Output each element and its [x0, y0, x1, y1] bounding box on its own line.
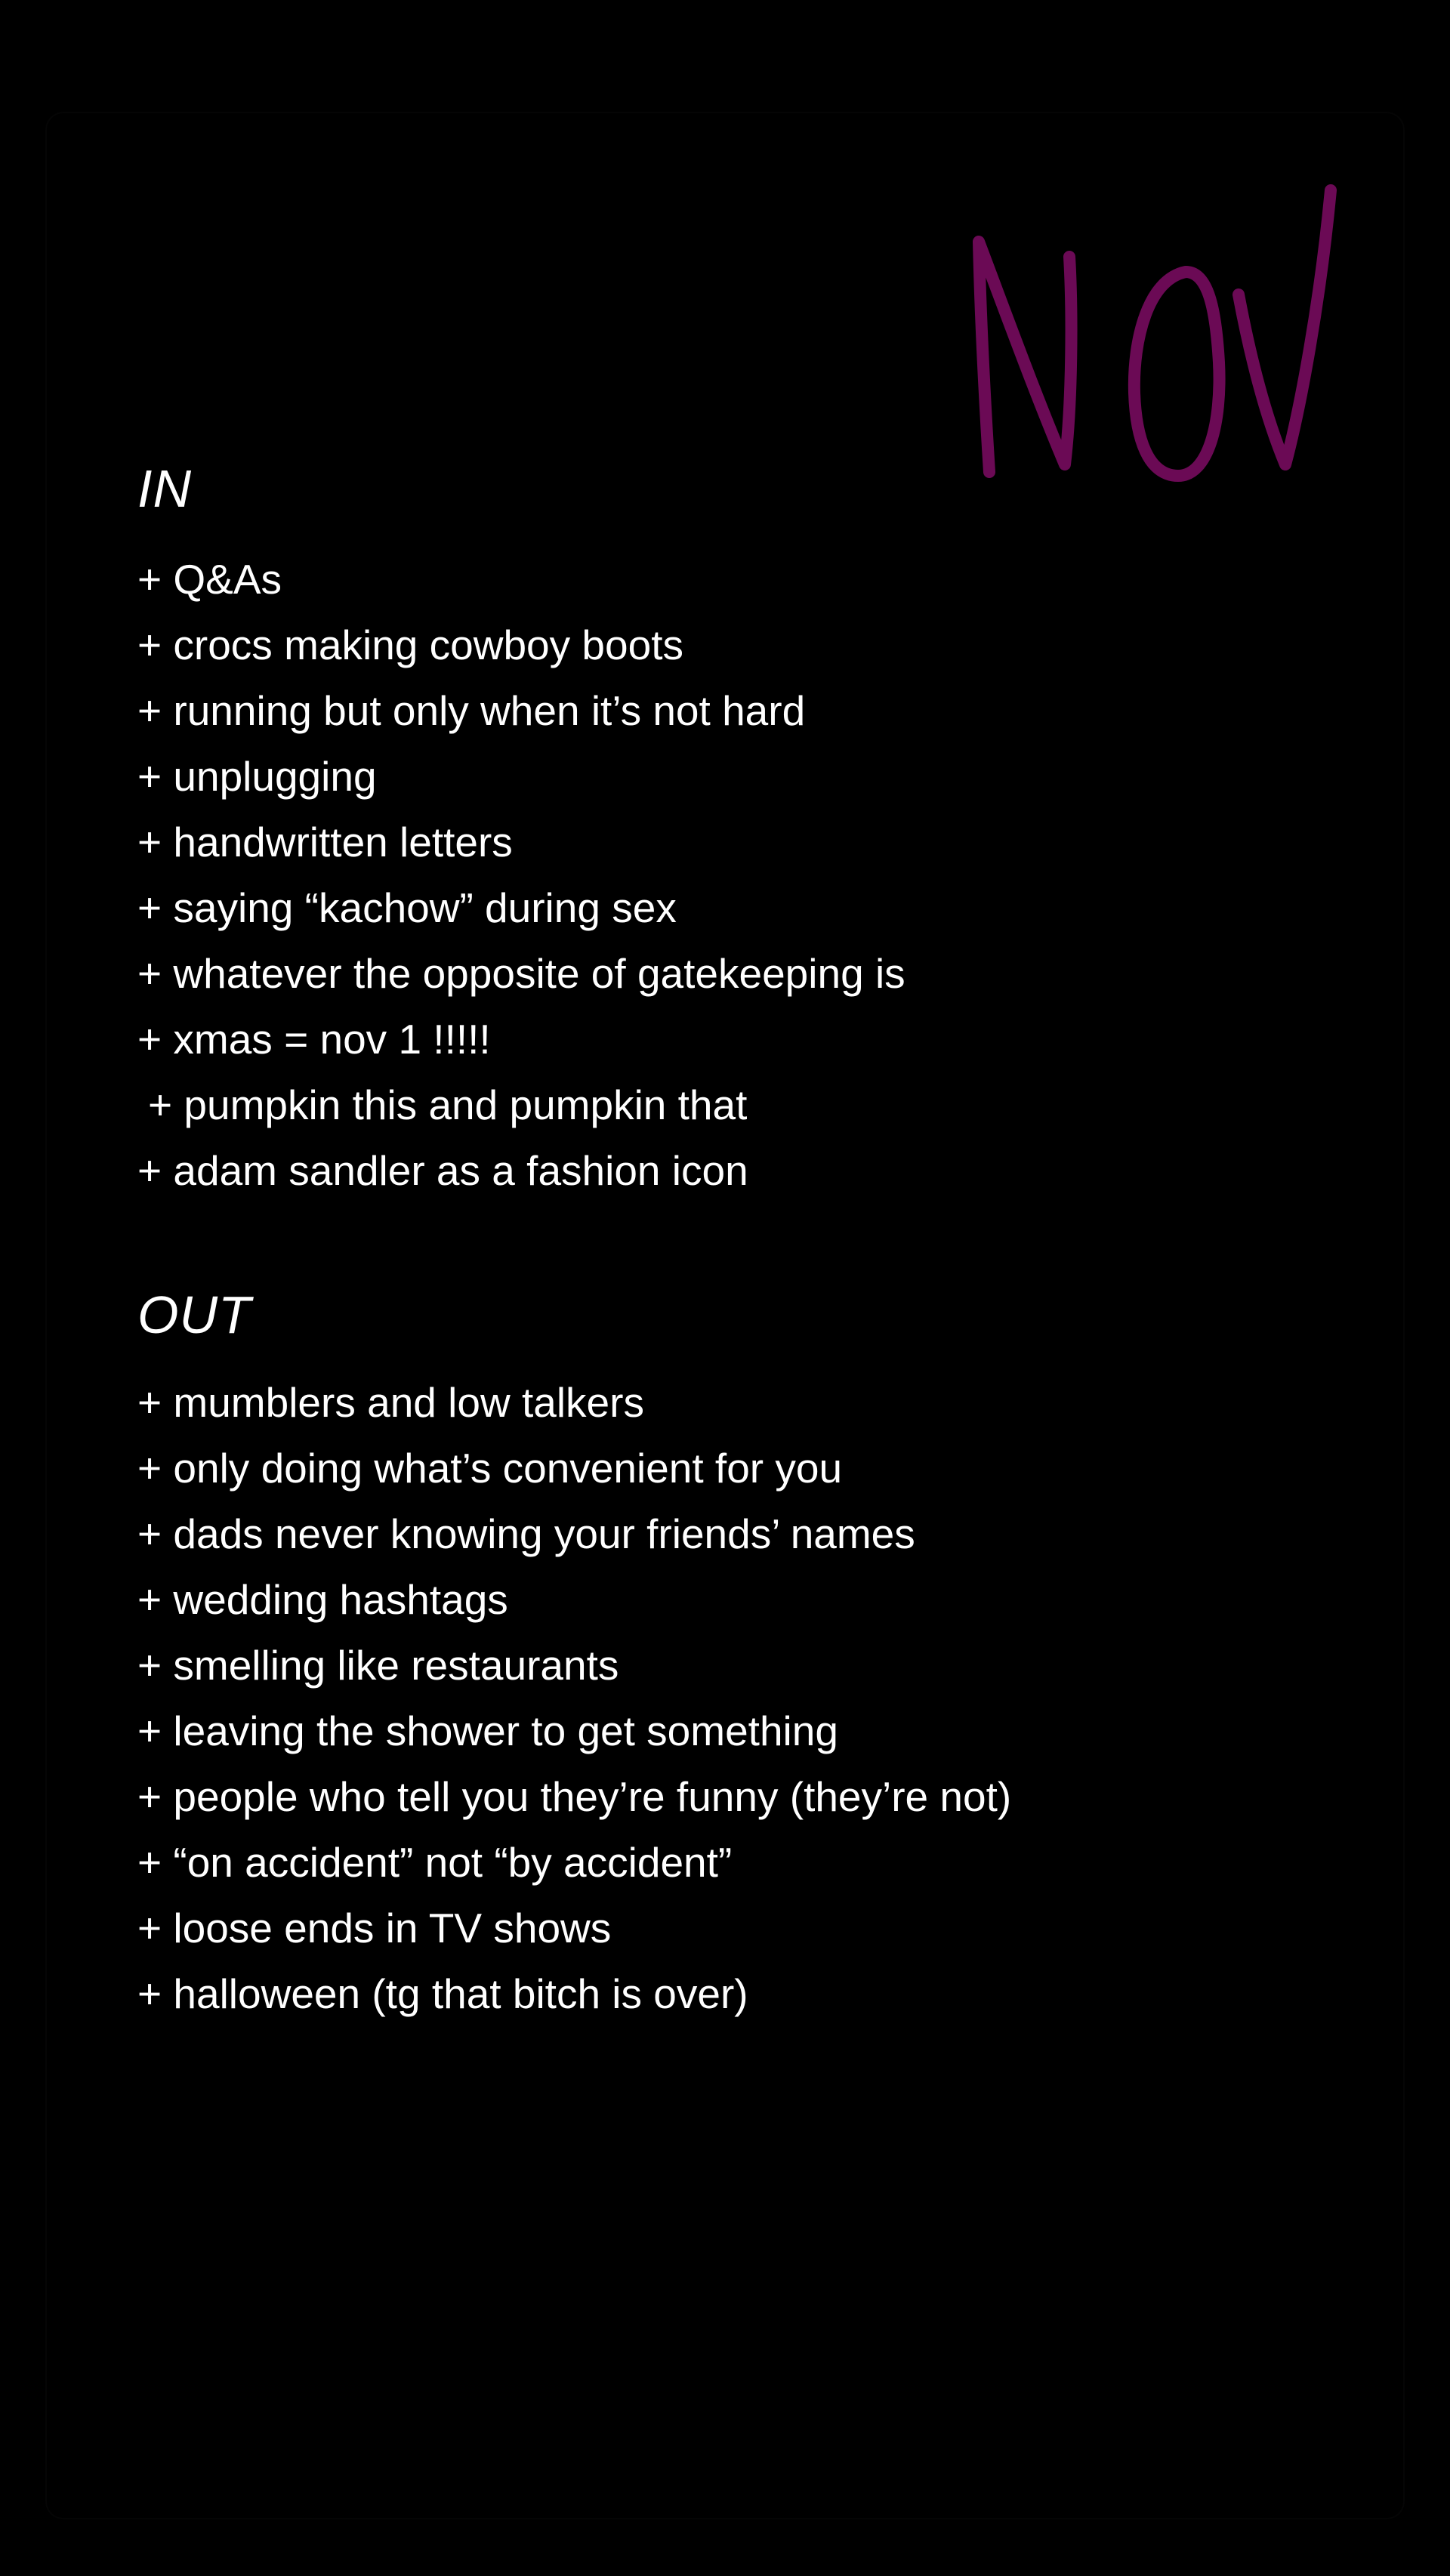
list-item: + loose ends in TV shows — [137, 1905, 612, 1951]
list-item: + mumblers and low talkers — [137, 1379, 644, 1426]
list-item: + pumpkin this and pumpkin that — [148, 1081, 748, 1128]
list-item: + “on accident” not “by accident” — [137, 1839, 733, 1886]
list-item: + smelling like restaurants — [137, 1642, 619, 1689]
out-list — [137, 1370, 1011, 2027]
in-list — [137, 547, 905, 1204]
out-heading: OUT — [137, 1285, 251, 1344]
list-item: + adam sandler as a fashion icon — [137, 1147, 748, 1194]
list-item: + wedding hashtags — [137, 1576, 508, 1623]
list-item: + dads never knowing your friends’ names — [137, 1510, 915, 1557]
list-item: + Q&As — [137, 556, 282, 603]
list-item: + unplugging — [137, 753, 377, 800]
list-item: + only doing what’s convenient for you — [137, 1445, 843, 1492]
list-item: + saying “kachow” during sex — [137, 884, 677, 931]
list-item: + halloween (tg that bitch is over) — [137, 1970, 748, 2017]
list-item: + xmas = nov 1 !!!!! — [137, 1016, 491, 1063]
list-item: + whatever the opposite of gatekeeping is — [137, 950, 905, 997]
list-item: + leaving the shower to get something — [137, 1708, 838, 1754]
list-item: + running but only when it’s not hard — [137, 687, 806, 734]
list-item: + crocs making cowboy boots — [137, 622, 683, 668]
list-item: + people who tell you they’re funny (they’re not) — [137, 1773, 1012, 1820]
in-heading: IN — [137, 459, 192, 518]
list-item: + handwritten letters — [137, 819, 513, 865]
nov-handwritten-label — [959, 174, 1352, 529]
